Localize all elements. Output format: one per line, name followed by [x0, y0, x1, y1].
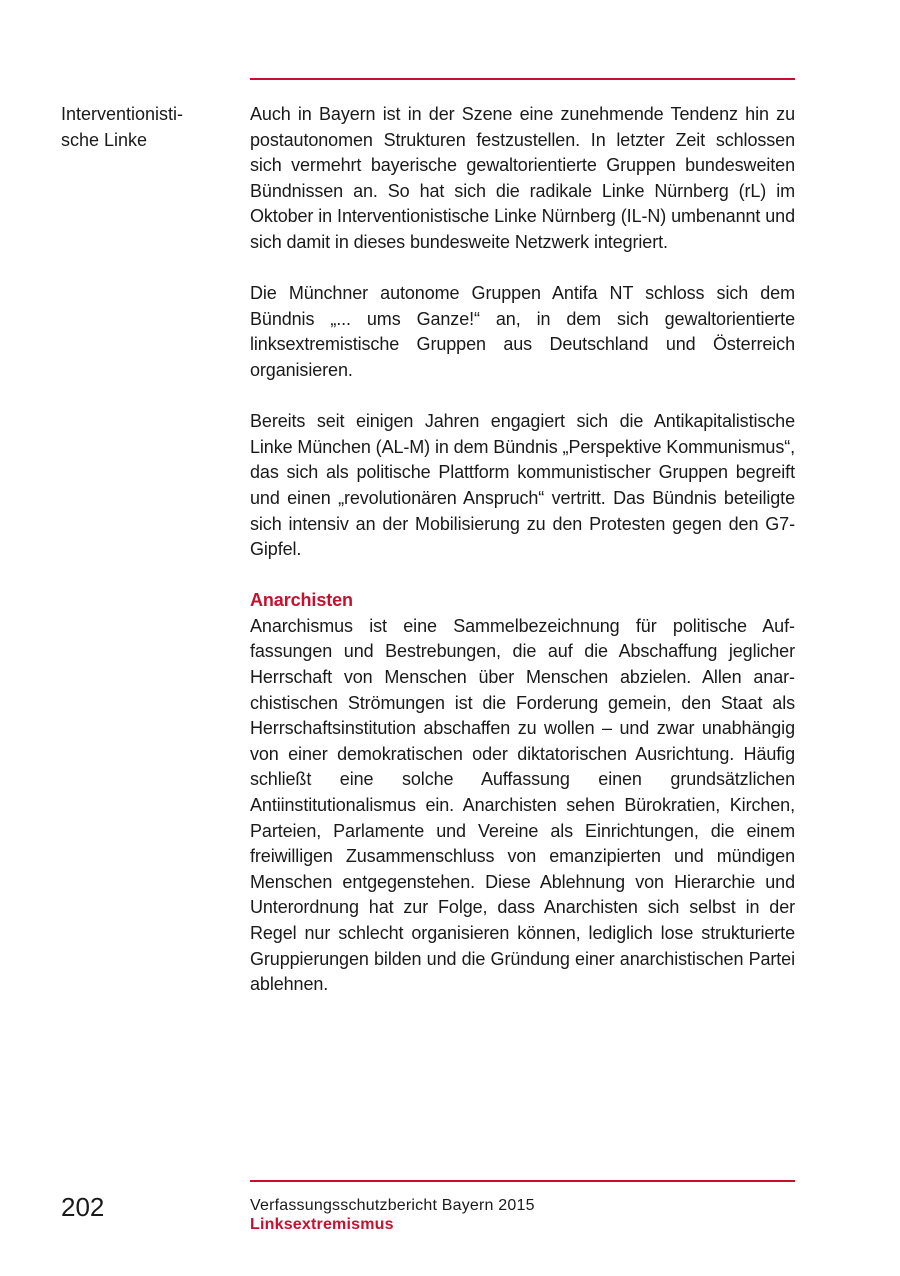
- margin-note-line-1: Interventionisti-: [61, 104, 184, 124]
- main-text-column: [250, 102, 795, 998]
- paragraph-anarchism-definition: Anarchismus ist eine Sammelbezeichnung für politische Auffassungen und Bestrebungen, die auf die Abschaffung jeglicher Herrschaft von Menschen über Menschen abzielen. Allen anarchistischen Strömungen ist die Forderung gemein, den Staat als Herrschaftsinstitution abschaffen zu wollen – und zwar unabhängig von einer demokratischen oder diktatorischen Ausrichtung. Häufig schließt eine solche Auffassung einen grundsätzlichen Antiinstitutionalismus ein. Anarchisten sehen Bürokratien, Kirchen, Parteien, Parlamente und Vereine als Einrichtungen, die einem freiwilligen Zusammenschluss von emanzipierten und mündigen Menschen entgegenstehen. Diese Ablehnung von Hierarchie und Unterordnung hat zur Folge, dass Anarchisten sich selbst in der Regel nur schlecht organisieren können, lediglich lose strukturierte Gruppierungen bilden und die Gründung einer anarchistischen Partei ablehnen.: [250, 615, 795, 995]
- section-heading-anarchisten: Anarchisten: [250, 590, 353, 611]
- paragraph-al-m: Bereits seit einigen Jahren engagiert sich die Antikapitalistische Linke München (AL-M) in dem Bündnis „Perspektive Kommunismus“, das sich als politische Plattform kommunistischer Gruppen begreift und einen „revolutionären Anspruch“ vertritt. Das Bündnis beteiligte sich intensiv an der Mobilisierung zu den Protesten gegen den G7-Gipfel.: [250, 411, 796, 560]
- running-footer: [250, 1196, 535, 1234]
- page-number: 202: [61, 1192, 105, 1222]
- paragraph-postautonomous-structures: Auch in Bayern ist in der Szene eine zunehmende Tendenz hin zu postautonomen Strukturen festzustellen. In letzter Zeit schlossen sich vermehrt bayerische gewaltorientierte Gruppen bundesweiten Bündnissen an. So hat sich die radikale Linke Nürnberg (rL) im Oktober in Interventionistische Linke Nürnberg (IL-N) umbenannt und sich damit in dieses bundesweite Netzwerk integriert.: [250, 104, 795, 252]
- margin-note-line-2: sche Linke: [61, 129, 148, 150]
- report-title: Verfassungsschutzbericht Bayern 2015: [250, 1197, 535, 1214]
- top-divider-rule: [250, 78, 795, 80]
- chapter-title: Linksextremismus: [250, 1216, 394, 1233]
- footer-divider-rule: [250, 1180, 795, 1182]
- paragraph-antifa-nt: Die Münchner autonome Gruppen Antifa NT schloss sich dem Bündnis „... ums Ganze!“ an, in dem sich gewaltorientierte linksextremistische Gruppen aus Deutschland und Österreich organisieren.: [250, 283, 795, 380]
- margin-note: [61, 102, 231, 153]
